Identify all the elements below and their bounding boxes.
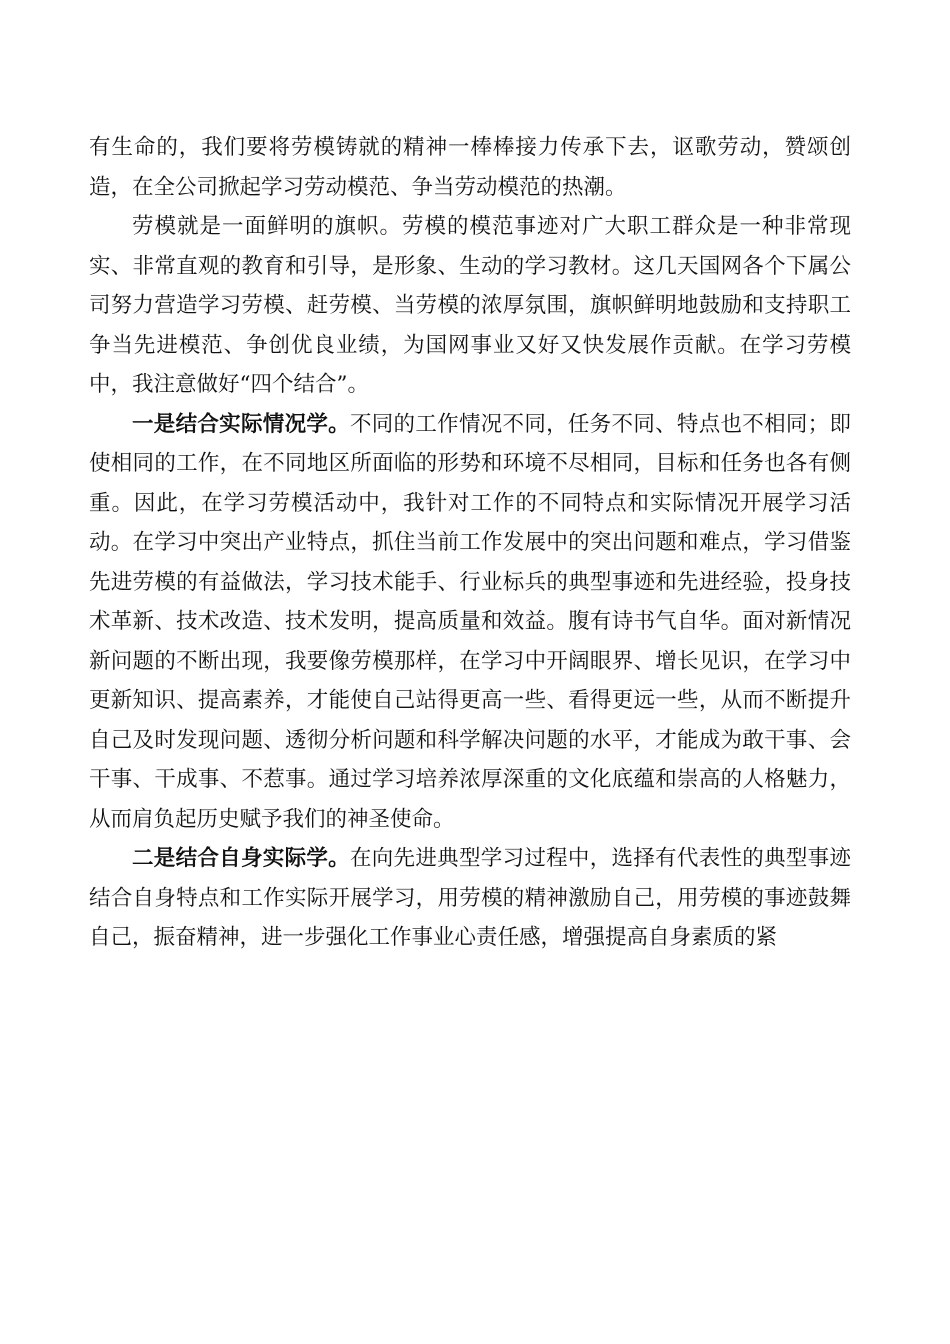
paragraph-lead-heading: 一是结合实际情况学。 [132,411,350,437]
document-body [89,128,851,958]
paragraph-text: 劳模就是一面鲜明的旗帜。劳模的模范事迹对广大职工群众是一种非常现实、非常直观的教育和引导，是形象、生动的学习教材。这几天国网各个下属公司努力营造学习劳模、赶劳模、当劳模的浓厚氛围，旗帜鲜明地鼓励和支持职工争当先进模范、争创优良业绩，为国网事业又好又快发展作贡献。在学习劳模中，我注意做好“四个结合”。 [89,214,851,397]
paragraph-text: 不同的工作情况不同，任务不同、特点也不相同；即使相同的工作，在不同地区所面临的形势和环境不尽相同，目标和任务也各有侧重。因此，在学习劳模活动中，我针对工作的不同特点和实际情况开展学习活动。在学习中突出产业特点，抓住当前工作发展中的突出问题和难点，学习借鉴先进劳模的有益做法，学习技术能手、行业标兵的典型事迹和先进经验，投身技术革新、技术改造、技术发明，提高质量和效益。腹有诗书气自华。面对新情况新问题的不断出现，我要像劳模那样，在学习中开阔眼界、增长见识，在学习中更新知识、提高素养，才能使自己站得更高一些、看得更远一些，从而不断提升自己及时发现问题、透彻分析问题和科学解决问题的水平，才能成为敢干事、会干事、干成事、不惹事。通过学习培养浓厚深重的文化底蕴和崇高的人格魅力，从而肩负起历史赋予我们的神圣使命。 [89,411,851,832]
paragraph-point-two [89,839,851,958]
paragraph-text: 有生命的，我们要将劳模铸就的精神一棒棒接力传承下去，讴歌劳动，赞颂创造，在全公司掀起学习劳动模范、争当劳动模范的热潮。 [89,135,851,200]
paragraph-point-one [89,405,851,840]
paragraph-continuation [89,128,851,207]
paragraph-labor-model-banner [89,207,851,405]
paragraph-lead-heading: 二是结合自身实际学。 [132,846,350,871]
paragraph-text: 在向先进典型学习过程中，选择有代表性的典型事迹结合自身特点和工作实际开展学习，用劳模的精神激励自己，用劳模的事迹鼓舞自己，振奋精神，进一步强化工作事业心责任感，增强提高自身素质的紧 [89,846,851,950]
